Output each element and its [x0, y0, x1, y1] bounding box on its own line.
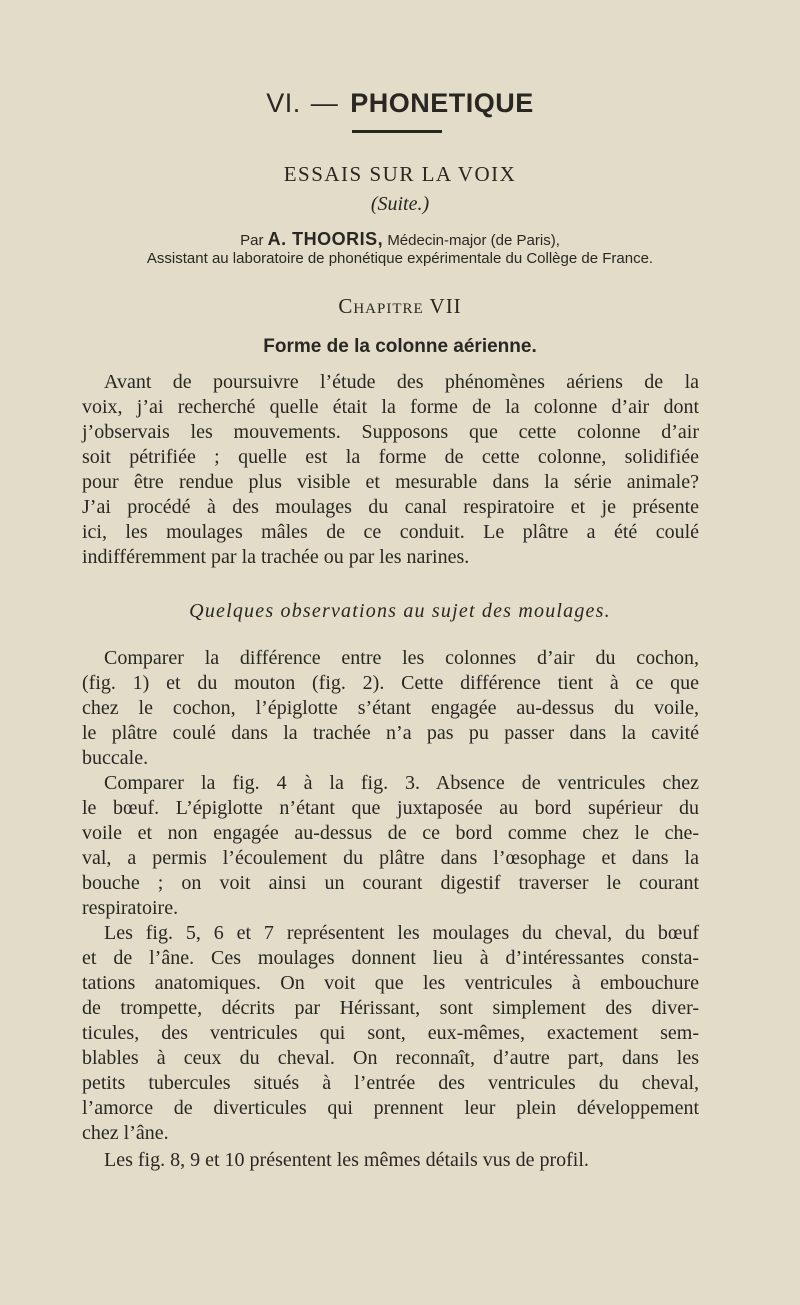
chapter-subtitle: Forme de la colonne aérienne. — [263, 336, 537, 357]
text-line: ticules, des ventricules qui sont, eux-mêmes, exactement sem- — [82, 1022, 699, 1044]
text-line: l’amorce de diverticules qui prennent leur plein développement — [82, 1097, 699, 1119]
byline-prefix: Par — [240, 232, 264, 249]
text-line: soit pétrifiée ; quelle est la forme de cette colonne, solidifiée — [82, 446, 699, 468]
author-role: Médecin-major (de Paris), — [387, 232, 560, 249]
section-number: VI. — [266, 88, 301, 118]
chapter-label: Chapitre VII — [338, 294, 462, 318]
text-line: j’observais les mouvements. Supposons que cette colonne d’air — [82, 421, 699, 443]
text-line: de trompette, décrits par Hérissant, sont simplement des diver- — [82, 997, 699, 1019]
text-line: J’ai procédé à des moulages du canal respiratoire et je présente — [82, 496, 699, 518]
text-line: le bœuf. L’épiglotte n’étant que juxtaposée au bord supérieur du — [82, 797, 699, 819]
section-dash: — — [310, 88, 339, 118]
author-name: A. THOORIS, — [267, 229, 384, 249]
text-line: indifféremment par la trachée ou par les narines. — [82, 546, 470, 568]
text-line: Comparer la différence entre les colonnes d’air du cochon, — [104, 647, 699, 669]
author-affiliation: Assistant au laboratoire de phonétique expérimentale du Collège de France. — [146, 250, 654, 267]
text-line: Comparer la fig. 4 à la fig. 3. Absence de ventricules chez — [104, 772, 699, 794]
text-line: bouche ; on voit ainsi un courant digestif traverser le courant — [82, 872, 699, 894]
text-line: Les fig. 8, 9 et 10 présentent les mêmes détails vus de profil. — [104, 1149, 589, 1171]
text-line: et de l’âne. Ces moulages donnent lieu à d’intéressantes consta- — [82, 947, 699, 969]
subheading: Quelques observations au sujet des moulages. — [189, 600, 611, 622]
text-line: val, a permis l’écoulement du plâtre dans l’œsophage et dans la — [82, 847, 699, 869]
section-word: PHONETIQUE — [350, 88, 534, 118]
text-line: ici, les moulages mâles de ce conduit. Le plâtre a été coulé — [82, 521, 699, 543]
byline — [0, 229, 800, 250]
text-line: chez l’âne. — [82, 1122, 169, 1144]
text-line: (fig. 1) et du mouton (fig. 2). Cette différence tient à ce que — [82, 672, 699, 694]
text-line: voix, j’ai recherché quelle était la forme de la colonne d’air dont — [82, 396, 699, 418]
text-line: chez le cochon, l’épiglotte s’étant engagée au-dessus du voile, — [82, 697, 699, 719]
heading-rule — [352, 130, 442, 133]
text-line: blables à ceux du cheval. On reconnaît, d’autre part, dans les — [82, 1047, 699, 1069]
article-title: ESSAIS SUR LA VOIX — [283, 162, 517, 186]
text-line: buccale. — [82, 747, 149, 769]
text-line: petits tubercules situés à l’entrée des ventricules du cheval, — [82, 1072, 699, 1094]
text-line: respiratoire. — [82, 897, 179, 919]
text-line: voile et non engagée au-dessus de ce bord comme chez le che- — [82, 822, 699, 844]
section-heading — [0, 88, 800, 119]
text-line: Avant de poursuivre l’étude des phénomènes aériens de la — [104, 371, 699, 393]
text-line: tations anatomiques. On voit que les ventricules à embouchure — [82, 972, 699, 994]
text-line: pour être rendue plus visible et mesurable dans la série animale? — [82, 471, 699, 493]
text-line: Les fig. 5, 6 et 7 représentent les moulages du cheval, du bœuf — [104, 922, 699, 944]
article-suite: (Suite.) — [370, 193, 430, 215]
text-line: le plâtre coulé dans la trachée n’a pas pu passer dans la cavité — [82, 722, 699, 744]
